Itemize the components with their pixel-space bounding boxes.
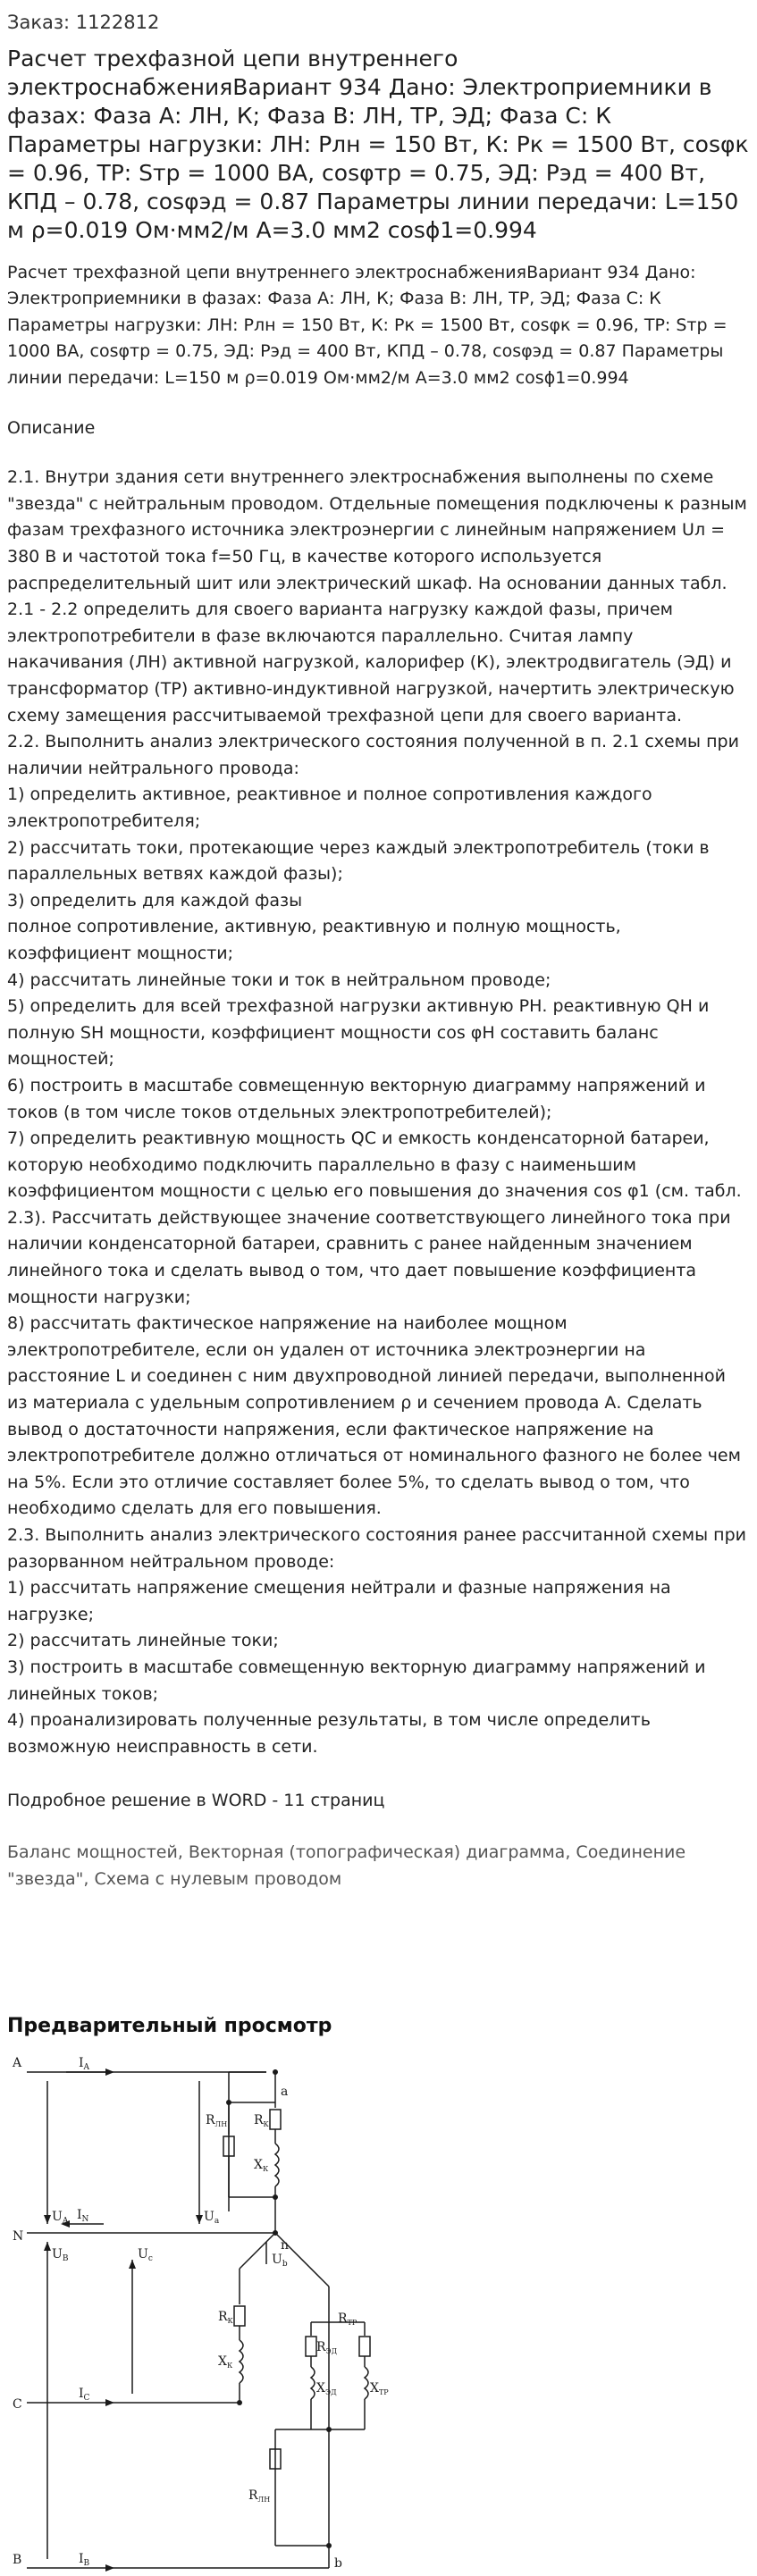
label-rk-c: R: [218, 2310, 228, 2325]
svg-text:RТР: [338, 2312, 357, 2327]
svg-text:IC: [79, 2387, 90, 2403]
tag-link[interactable]: Баланс мощностей: [7, 1842, 178, 1863]
label-red: R: [316, 2340, 326, 2355]
label-rln-b: R: [248, 2488, 258, 2504]
subscript: C: [83, 2394, 90, 2404]
description-heading: Описание: [7, 418, 96, 439]
tag-separator: ,: [177, 1842, 189, 1863]
page: [0, 9, 757, 2572]
subscript: К: [262, 2165, 269, 2174]
subscript: К: [227, 2317, 233, 2326]
current-label-in: I: [77, 2208, 82, 2223]
svg-text:IB: [79, 2552, 90, 2568]
tag-separator: ,: [83, 1868, 95, 1889]
svg-text:Uc: [138, 2247, 153, 2263]
subscript: К: [263, 2120, 269, 2129]
svg-text:XТР: [370, 2381, 389, 2396]
inductor-xk-a: [275, 2144, 279, 2186]
resistor-rk-c: [234, 2306, 245, 2326]
subscript: A: [62, 2217, 69, 2227]
voltage-label-ua-load: U: [204, 2210, 214, 2225]
subscript: A: [83, 2063, 90, 2073]
subscript: B: [62, 2254, 69, 2264]
svg-text:IA: [79, 2056, 90, 2072]
subscript: К: [226, 2362, 233, 2370]
subscript: ЭД: [325, 2347, 338, 2356]
subscript: c: [147, 2254, 153, 2264]
subscript: a: [214, 2217, 220, 2227]
tag-separator: ,: [565, 1842, 576, 1863]
svg-text:RЭД: [316, 2340, 338, 2355]
word-note: Подробное решение в WORD - 11 страниц: [7, 1791, 385, 1811]
tag-list: [7, 1840, 750, 1892]
voltage-label-uc: U: [138, 2247, 148, 2262]
subscript: B: [83, 2559, 90, 2569]
description-text: 2.1. Внутри здания сети внутреннего электроснабжения выполнены по схеме "звезда" с нейтральным проводом. Отдельные помещения подключены к разным фазам трехфазного источника электроэнергии с линейным напряжением Uл = 380 В и частотой тока f=50 Гц, в качестве которого используется распределительный шит или электрический шкаф. На основании данных табл. 2.1 - 2.2 определить для своего варианта нагрузку каждой фазы, причем электропотребители в фазе включаются параллельно. Считая лампу накачивания (ЛН) активной нагрузкой, калорифер (К), электродвигатель (ЭД) и трансформатор (ТР) активно-индуктивной нагрузкой, начертить электрическую схему замещения рассчитываемой трехфазной цепи для своего варианта. 2.2. Выполнить анализ электрического состояния полученной в п. 2.1 схемы при наличии нейтрального провода: 1) определить активное, реактивное и полное сопротивления каждого электропотребителя; 2) рассчитать токи, протекающие через каждый электропотребитель (токи в параллельных ветвях каждой фазы); 3) определить для каждой фазы полное сопротивление, активную, реактивную и полную мощность, коэффициент мощности; 4) рассчитать линейные токи и ток в нейтральном проводе; 5) определить для всей трехфазной нагрузки активную PН. реактивную QН и полную SН мощности, коэффициент мощности cos φН составить баланс мощностей; 6) построить в масштабе совмещенную векторную диаграмму напряжений и токов (в том числе токов отдельных электропотребителей); 7) определить реактивную мощность QС и емкость конденсаторной батареи, которую необходимо подключить параллельно в фазу с наименьшим коэффициентом мощности с целью его повышения до значения cos φ1 (см. табл. 2.3). Рассчитать действующее значение соответствующего линейного тока при наличии конденсаторной батареи, сравнить с ранее найденным значением линейного тока и сделать вывод о том, что дает повышение коэффициента мощности нагрузки; 8) рассчитать фактическое напряжение на наиболее мощном электропотребителе, если он удален от источника электроэнергии на расстояние L и соединен с ним двухпроводной линией передачи, выполненной из материала с удельным сопротивлением ρ и сечением провода А. Сделать вывод о достаточности напряжения, если фактическое напряжение на электропотребителе должно отличаться от номинального фазного не более чем на 5%. Если это отличие составляет более 5%, то сделать вывод о том, что необходимо сделать для его повышения. 2.3. Выполнить анализ электрического состояния ранее рассчитанной схемы при разорванном нейтральном проводе: 1) рассчитать напряжение смещения нейтрали и фазные напряжения на нагрузке; 2) рассчитать линейные токи; 3) построить в масштабе совмещенную векторную диаграмму напряжений и линейных токов; 4) проанализировать полученные результаты, в том числе определить возможную неисправность в сети.: [7, 467, 747, 1757]
subscript: ЭД: [324, 2388, 337, 2397]
inductor-xtr: [365, 2367, 368, 2399]
svg-text:XЭД: [316, 2381, 337, 2396]
subscript: b: [282, 2260, 288, 2270]
resistor-red: [306, 2337, 316, 2356]
subscript: ЛН: [214, 2120, 228, 2129]
voltage-label-ub-load: U: [272, 2253, 282, 2268]
svg-text:Ub: [272, 2253, 288, 2269]
inductor-xed: [311, 2367, 315, 2399]
svg-text:IN: [77, 2208, 89, 2224]
subscript: ТР: [378, 2388, 389, 2397]
label-xed: X: [316, 2381, 325, 2396]
svg-text:Ua: [204, 2210, 220, 2226]
page-title: Расчет трехфазной цепи внутреннего электроснабженияВариант 934 Дано: Электроприемники в фазах: Фаза А: ЛН, К; Фаза В: ЛН, ТР, ЭД; Фаза С: К Параметры нагрузки: ЛН: Рлн = 150 Вт, К: Рк = 1500 Вт, cosφк = 0.96, ТР: Sтр = 1000 ВА, cosφтр = 0.75, ЭД: Рэд = 400 Вт, КПД – 0.78, cosφэд = 0.87 Параметры линии передачи: L=150 м ρ=0.019 Ом·мм2/м А=3.0 мм2 cosϕ1=0.994: [7, 46, 749, 243]
svg-text:RК: [254, 2113, 270, 2128]
circuit-diagram: [7, 2054, 400, 2572]
svg-text:XК: [254, 2158, 269, 2173]
resistor-rk-a: [270, 2110, 281, 2129]
node-label-a-line: A: [13, 2056, 22, 2071]
svg-text:UA: [52, 2210, 69, 2226]
voltage-label-ub: U: [52, 2247, 63, 2262]
subscript: N: [81, 2215, 89, 2225]
svg-text:RЛН: [206, 2113, 227, 2128]
node-label-n: n: [281, 2238, 290, 2253]
voltage-label-ua: U: [52, 2210, 63, 2225]
preview-heading: Предварительный просмотр: [7, 2015, 332, 2038]
subscript: ЛН: [257, 2496, 271, 2505]
node-label-c-line: C: [13, 2397, 22, 2412]
tag-link[interactable]: Схема с нулевым проводом: [94, 1868, 342, 1889]
label-xk-c: X: [218, 2354, 227, 2370]
svg-text:RК: [218, 2310, 234, 2325]
current-label-ib: I: [79, 2552, 84, 2567]
inductor-xk-c: [240, 2340, 243, 2383]
preview-circuit: [7, 2054, 400, 2572]
label-rtr: R: [338, 2312, 348, 2327]
summary-text: Расчет трехфазной цепи внутреннего электроснабженияВариант 934 Дано: Электроприемники в фазах: Фаза А: ЛН, К; Фаза В: ЛН, ТР, ЭД; Фаза С: К Параметры нагрузки: ЛН: Рлн = 150 Вт, К: Рк = 1500 Вт, cosφк = 0.96, ТР: Sтр = 1000 ВА, cosφтр = 0.75, ЭД: Рэд = 400 Вт, КПД – 0.78, cosφэд = 0.87 Параметры линии передачи: L=150 м ρ=0.019 Ом·мм2/м А=3.0 мм2 cosϕ1=0.994: [7, 262, 728, 388]
node-label-b: b: [334, 2556, 342, 2572]
node-label-b-line: B: [13, 2553, 22, 2568]
label-rln-a: R: [206, 2113, 215, 2128]
svg-text:XК: [218, 2354, 233, 2370]
node-label-n-line: N: [13, 2229, 24, 2245]
subscript: ТР: [347, 2319, 357, 2328]
order-number: Заказ: 1122812: [7, 12, 160, 33]
node-label-a: a: [281, 2085, 289, 2100]
tag-link[interactable]: Векторная (топографическая) диаграмма: [188, 1842, 566, 1863]
current-label-ia: I: [79, 2056, 84, 2071]
tag-link[interactable]: Соединение "звезда": [7, 1842, 686, 1889]
current-label-ic: I: [79, 2387, 84, 2402]
svg-text:UB: [52, 2247, 69, 2263]
label-rk-a: R: [254, 2113, 264, 2128]
svg-text:RЛН: [248, 2488, 270, 2504]
label-xtr: X: [370, 2381, 379, 2396]
label-xk-a: X: [254, 2158, 263, 2173]
resistor-rtr: [359, 2337, 370, 2356]
